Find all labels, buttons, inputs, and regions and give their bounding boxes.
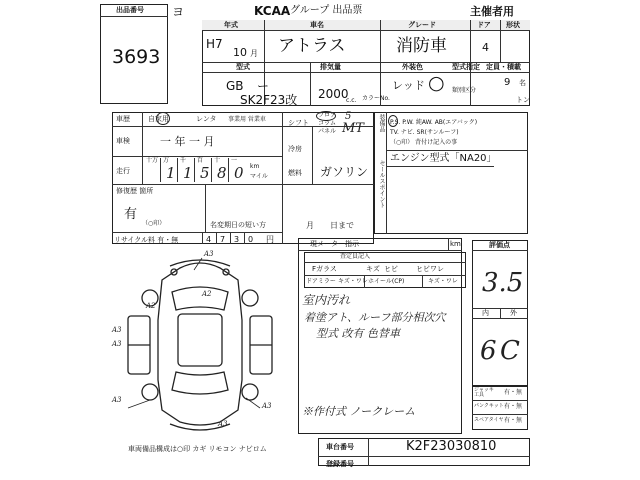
displacement-value: 2000 (318, 87, 349, 101)
glass-option-split: ヒビワレ (416, 265, 444, 273)
color-label: 外装色 (402, 63, 423, 71)
door-mirror-label: ドアミラー (306, 278, 336, 285)
equipment-line-1: P.S. P.W. 純AW. AB(エアバック) (390, 119, 478, 126)
glass-option-scratch: キズ (366, 265, 380, 273)
grade-value: 消防車 (396, 36, 447, 56)
mileage-digit-mark: 千 (180, 157, 187, 164)
repair-value: 有 (124, 207, 138, 222)
usage-circle-mark (156, 112, 170, 125)
cc-unit: c.c. (346, 97, 357, 104)
jack-value: 有・無 (504, 389, 523, 396)
year-month: 10 (233, 46, 247, 59)
shift-value: 5 (345, 111, 352, 122)
mileage-digit-mark: 一 (231, 157, 238, 164)
registration-number-label: 登録番号 (326, 460, 354, 468)
puncture-label: パンクキット (474, 403, 504, 409)
model-value: SK2F23改 (240, 93, 298, 107)
car-roof (178, 314, 222, 366)
damage-mark: A3 (112, 396, 122, 404)
edge-char: ヨ (172, 5, 185, 19)
equipment-circle-mark (388, 115, 398, 127)
mileage-mile-unit: マイル (250, 173, 268, 180)
score-label: 評価点 (489, 241, 510, 249)
damage-mark: A2 (146, 302, 156, 310)
reg-day-unit: 日まで (330, 221, 354, 230)
inspector-label: 査定員記入 (340, 253, 371, 260)
shift-option-column: コラム (318, 120, 336, 127)
wheel-rear-left (142, 384, 158, 400)
mileage-km-unit: km (250, 163, 260, 170)
damage-mark: A3 (204, 250, 214, 258)
exterior-score: C (500, 336, 520, 366)
car-rear-window (172, 372, 228, 394)
ac-label: 冷房 (288, 145, 302, 153)
wheel-value: キズ・ワレ (428, 278, 458, 285)
mileage-digit: 0 (234, 164, 244, 182)
color-mark: ○ (428, 72, 445, 94)
mileage-digit: 5 (200, 164, 210, 182)
jack-label: ジャッキ工具 (474, 387, 494, 398)
mileage-digit: 8 (217, 164, 227, 182)
fuel-label: 燃料 (288, 169, 302, 177)
rental-label: レンタ (196, 115, 217, 123)
shape-label: 形状 (506, 21, 520, 29)
notes-line-1: 室内汚れ (302, 293, 351, 307)
fuel-value: ガソリン (320, 165, 369, 179)
mileage-digit-mark: 十万 (146, 157, 159, 164)
spare-label: スペアタイヤ (474, 417, 504, 423)
engine-note: エンジン型式「NA20」 (390, 153, 497, 164)
spare-value: 有・無 (504, 417, 523, 424)
recycle-label: リサイクル料 有・無 (114, 236, 179, 244)
org-brand: KCAA (254, 4, 291, 18)
recycle-digit: 0 (248, 235, 254, 244)
interior-label: 内 (482, 309, 489, 317)
equipment-label: 装備品 (378, 114, 385, 132)
business-label: 事業用 営業車 (228, 116, 266, 123)
mileage-digit-mark: 万 (163, 157, 170, 164)
registration-label: 名変期日の短い方 (210, 221, 266, 229)
capacity-label: 定員・積載 (486, 63, 521, 71)
persons-unit: 名 (519, 79, 526, 87)
repair-note: （○印） (142, 220, 166, 227)
color-code-label: カラーNo. (362, 95, 390, 102)
inspection-value: 一 年 一 月 (160, 135, 215, 148)
damage-mark: A3 (112, 326, 122, 334)
door-mirror-value: キズ・ワレ (338, 278, 368, 285)
mileage-digit: 1 (183, 164, 193, 182)
puncture-value: 有・無 (504, 403, 523, 410)
mileage-digit-mark: 百 (197, 157, 204, 164)
damage-mark: A3 (218, 420, 228, 428)
org-title: グループ 出品票 (290, 5, 363, 16)
mileage-label: 走行 (116, 167, 130, 175)
wheel-rear-right (242, 384, 258, 400)
car-windshield (172, 287, 228, 310)
notes-line-4: ※作付式 ノークレーム (302, 405, 416, 418)
month-unit: 月 (250, 49, 258, 58)
notes-line-2: 着塗アト、ルーフ部分相次穴 (304, 311, 446, 324)
interior-score: 6 (480, 336, 497, 366)
ton-unit: トン (516, 96, 530, 104)
inspection-label: 車検 (116, 137, 130, 145)
year-era: H7 (206, 37, 223, 51)
usage-label: 車歴 (116, 115, 130, 123)
listing-number: 3693 (112, 46, 161, 68)
color-value: レッド (392, 79, 425, 92)
recycle-digit: 3 (234, 235, 240, 244)
chassis-value: K2F23030810 (406, 439, 497, 454)
equipment-line-2: TV. ナビ. SR(サンルーフ) (390, 129, 459, 136)
model-prefix: GB (226, 79, 244, 93)
doors-label: ドア (477, 21, 491, 29)
damage-mark: A2 (202, 290, 212, 298)
usage-options: 自家用 (148, 115, 169, 123)
meter-label: 現メーター指示 (310, 240, 359, 248)
car-damage-diagram (110, 250, 290, 440)
listing-number-label: 出品番号 (116, 6, 144, 14)
organizer-label: 主催者用 (470, 5, 514, 18)
grade-label: グレード (408, 21, 436, 29)
type-label: 類別区分 (452, 87, 477, 94)
designation-label: 型式指定 (452, 63, 480, 71)
year-label: 年式 (224, 21, 238, 29)
shift-option-floor: フロア (318, 112, 337, 119)
damage-mark: A3 (262, 402, 272, 410)
damage-mark: A3 (112, 340, 122, 348)
score-value: 3.5 (482, 268, 524, 298)
model-dash: ー (257, 79, 270, 93)
recycle-digit: 7 (220, 235, 226, 244)
shift-option-panel: パネル (318, 128, 337, 135)
recycle-digit: 4 (206, 235, 212, 244)
capacity-persons: 9 (504, 77, 511, 88)
shift-label: シフト (288, 119, 309, 127)
model-label: 型式 (236, 63, 250, 71)
glass-option-crack: ヒビ (384, 265, 398, 273)
mileage-digit: 1 (166, 164, 176, 182)
equipment-line-3: （○印） 背付け記入の事 (390, 139, 458, 146)
wheel-front-right (242, 290, 258, 306)
transmission-value: MT (342, 121, 364, 136)
exterior-label: 外 (510, 309, 517, 317)
repair-label: 修復歴 箇所 (116, 187, 154, 195)
mileage-digit-mark: 十 (214, 157, 221, 164)
make-value: アトラス (278, 36, 346, 56)
glass-label: Fガラス (312, 265, 337, 273)
notes-line-3: 型式 改有 色替車 (316, 327, 400, 340)
footer-legend: 車両備品構成は○印 カギ リモコン ナビロム (128, 445, 267, 453)
reg-month-unit: 月 (306, 221, 314, 230)
doors-value: 4 (482, 41, 489, 54)
displacement-label: 排気量 (320, 63, 341, 71)
meter-km-unit: km (450, 240, 461, 248)
chassis-label: 車台番号 (326, 443, 354, 451)
make-label: 車名 (310, 21, 324, 29)
recycle-unit: 円 (266, 235, 274, 244)
sales-point-label: セールスポイント (378, 160, 385, 208)
wheel-label: ホイール(CP) (368, 278, 405, 285)
